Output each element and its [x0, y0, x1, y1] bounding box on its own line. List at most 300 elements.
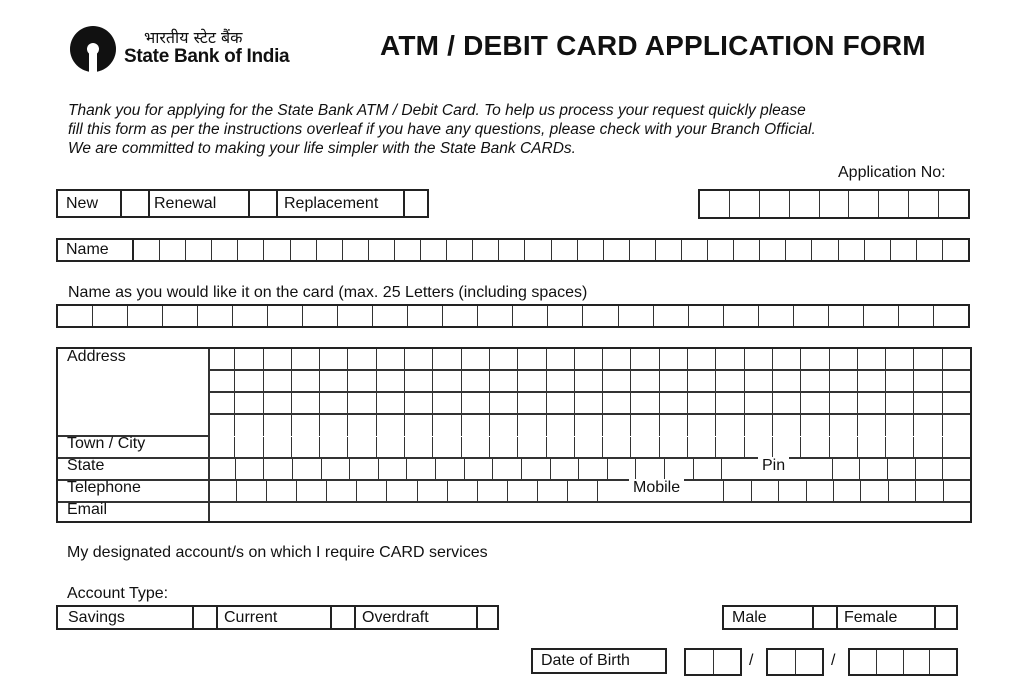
dob-month-field[interactable]: [766, 648, 824, 676]
char-cell[interactable]: [493, 459, 522, 480]
address-line-2[interactable]: [207, 371, 970, 392]
char-cell[interactable]: [320, 415, 348, 436]
town-label: Town / City: [67, 435, 146, 452]
char-cell[interactable]: [745, 415, 773, 436]
char-cell[interactable]: [909, 191, 939, 217]
char-cell[interactable]: [916, 459, 944, 480]
char-cell[interactable]: [716, 349, 744, 370]
char-cell[interactable]: [773, 371, 801, 392]
char-cell[interactable]: [518, 437, 546, 458]
char-cell[interactable]: [478, 306, 513, 326]
char-cell[interactable]: [603, 437, 631, 458]
char-cell[interactable]: [801, 437, 829, 458]
char-cell[interactable]: [714, 650, 741, 674]
char-cell[interactable]: [465, 459, 494, 480]
char-cell[interactable]: [212, 240, 238, 260]
char-cell[interactable]: [689, 306, 724, 326]
char-cell[interactable]: [904, 650, 931, 674]
char-cell[interactable]: [745, 371, 773, 392]
char-cell[interactable]: [58, 306, 93, 326]
char-cell[interactable]: [499, 240, 525, 260]
char-cell[interactable]: [93, 306, 128, 326]
char-cell[interactable]: [433, 415, 461, 436]
replacement-label: Replacement: [284, 195, 379, 212]
char-cell[interactable]: [724, 481, 751, 502]
current-checkbox[interactable]: [330, 607, 356, 628]
dob-day-field[interactable]: [684, 648, 742, 676]
char-cell[interactable]: [879, 191, 909, 217]
char-cell[interactable]: [320, 437, 348, 458]
char-cell[interactable]: [405, 371, 433, 392]
char-cell[interactable]: [508, 481, 538, 502]
char-cell[interactable]: [660, 415, 688, 436]
designated-account-text: My designated account/s on which I require CARD services: [67, 544, 488, 561]
char-cell[interactable]: [292, 371, 320, 392]
char-cell[interactable]: [547, 393, 575, 414]
char-cell[interactable]: [348, 437, 376, 458]
char-cell[interactable]: [408, 306, 443, 326]
char-cell[interactable]: [575, 371, 603, 392]
char-cell[interactable]: [525, 240, 551, 260]
char-cell[interactable]: [238, 240, 264, 260]
char-cell[interactable]: [864, 306, 899, 326]
char-cell[interactable]: [752, 481, 779, 502]
char-cell[interactable]: [462, 393, 490, 414]
char-cell[interactable]: [694, 459, 723, 480]
char-cell[interactable]: [490, 349, 518, 370]
char-cell[interactable]: [207, 415, 235, 436]
dob-separator-1: /: [749, 652, 754, 669]
name-field[interactable]: [132, 238, 970, 262]
char-cell[interactable]: [433, 349, 461, 370]
char-cell[interactable]: [598, 481, 627, 502]
char-cell[interactable]: [660, 371, 688, 392]
char-cell[interactable]: [575, 437, 603, 458]
address-line-3[interactable]: [207, 393, 970, 414]
char-cell[interactable]: [773, 415, 801, 436]
char-cell[interactable]: [448, 481, 478, 502]
mobile-field[interactable]: [697, 481, 970, 502]
char-cell[interactable]: [320, 349, 348, 370]
char-cell[interactable]: [801, 415, 829, 436]
char-cell[interactable]: [943, 459, 970, 480]
char-cell[interactable]: [518, 415, 546, 436]
application-no-label: Application No:: [838, 164, 946, 181]
char-cell[interactable]: [292, 415, 320, 436]
char-cell[interactable]: [830, 349, 858, 370]
char-cell[interactable]: [235, 349, 263, 370]
char-cell[interactable]: [943, 393, 970, 414]
char-cell[interactable]: [421, 240, 447, 260]
char-cell[interactable]: [379, 459, 408, 480]
renewal-checkbox[interactable]: [248, 191, 278, 216]
char-cell[interactable]: [688, 371, 716, 392]
char-cell[interactable]: [665, 459, 694, 480]
char-cell[interactable]: [357, 481, 387, 502]
char-cell[interactable]: [235, 437, 263, 458]
char-cell[interactable]: [688, 393, 716, 414]
pin-field[interactable]: [805, 459, 970, 480]
char-cell[interactable]: [688, 437, 716, 458]
char-cell[interactable]: [722, 459, 750, 480]
char-cell[interactable]: [578, 240, 604, 260]
char-cell[interactable]: [207, 393, 235, 414]
char-cell[interactable]: [603, 415, 631, 436]
char-cell[interactable]: [829, 306, 864, 326]
char-cell[interactable]: [708, 240, 734, 260]
renewal-label: Renewal: [154, 195, 217, 212]
char-cell[interactable]: [631, 393, 659, 414]
char-cell[interactable]: [773, 437, 801, 458]
overdraft-checkbox[interactable]: [476, 607, 499, 628]
char-cell[interactable]: [264, 371, 292, 392]
char-cell[interactable]: [796, 650, 823, 674]
char-cell[interactable]: [865, 240, 891, 260]
char-cell[interactable]: [688, 415, 716, 436]
application-no-field[interactable]: [698, 189, 970, 219]
char-cell[interactable]: [433, 393, 461, 414]
char-cell[interactable]: [716, 393, 744, 414]
char-cell[interactable]: [943, 415, 970, 436]
char-cell[interactable]: [579, 459, 608, 480]
char-cell[interactable]: [899, 306, 934, 326]
char-cell[interactable]: [547, 437, 575, 458]
town-field[interactable]: [207, 437, 970, 458]
char-cell[interactable]: [462, 437, 490, 458]
char-cell[interactable]: [682, 240, 708, 260]
char-cell[interactable]: [575, 349, 603, 370]
char-cell[interactable]: [575, 393, 603, 414]
char-cell[interactable]: [603, 393, 631, 414]
char-cell[interactable]: [518, 371, 546, 392]
char-cell[interactable]: [886, 437, 914, 458]
char-cell[interactable]: [608, 459, 637, 480]
char-cell[interactable]: [490, 437, 518, 458]
char-cell[interactable]: [320, 371, 348, 392]
char-cell[interactable]: [603, 371, 631, 392]
char-cell[interactable]: [292, 393, 320, 414]
char-cell[interactable]: [207, 437, 235, 458]
male-checkbox[interactable]: [812, 607, 838, 628]
char-cell[interactable]: [160, 240, 186, 260]
savings-checkbox[interactable]: [192, 607, 218, 628]
state-field[interactable]: [207, 459, 750, 480]
char-cell[interactable]: [377, 437, 405, 458]
char-cell[interactable]: [322, 459, 351, 480]
char-cell[interactable]: [407, 459, 436, 480]
female-label: Female: [844, 609, 898, 626]
char-cell[interactable]: [697, 481, 724, 502]
char-cell[interactable]: [801, 371, 829, 392]
char-cell[interactable]: [348, 349, 376, 370]
char-cell[interactable]: [293, 459, 322, 480]
char-cell[interactable]: [186, 240, 212, 260]
char-cell[interactable]: [917, 240, 943, 260]
char-cell[interactable]: [518, 393, 546, 414]
char-cell[interactable]: [773, 393, 801, 414]
char-cell[interactable]: [858, 371, 886, 392]
char-cell[interactable]: [914, 371, 942, 392]
char-cell[interactable]: [654, 306, 689, 326]
char-cell[interactable]: [395, 240, 421, 260]
char-cell[interactable]: [759, 306, 794, 326]
char-cell[interactable]: [619, 306, 654, 326]
char-cell[interactable]: [858, 415, 886, 436]
char-cell[interactable]: [268, 306, 303, 326]
char-cell[interactable]: [198, 306, 233, 326]
char-cell[interactable]: [636, 459, 665, 480]
char-cell[interactable]: [478, 481, 508, 502]
char-cell[interactable]: [734, 240, 760, 260]
char-cell[interactable]: [292, 437, 320, 458]
card-name-field[interactable]: [56, 304, 970, 328]
char-cell[interactable]: [538, 481, 568, 502]
char-cell[interactable]: [914, 349, 942, 370]
char-cell[interactable]: [631, 415, 659, 436]
char-cell[interactable]: [264, 393, 292, 414]
char-cell[interactable]: [660, 437, 688, 458]
char-cell[interactable]: [860, 459, 888, 480]
char-cell[interactable]: [436, 459, 465, 480]
char-cell[interactable]: [939, 191, 968, 217]
char-cell[interactable]: [377, 349, 405, 370]
char-cell[interactable]: [552, 240, 578, 260]
char-cell[interactable]: [944, 481, 970, 502]
char-cell[interactable]: [490, 371, 518, 392]
char-cell[interactable]: [236, 459, 265, 480]
char-cell[interactable]: [490, 415, 518, 436]
char-cell[interactable]: [830, 437, 858, 458]
savings-label: Savings: [68, 609, 125, 626]
char-cell[interactable]: [462, 349, 490, 370]
char-cell[interactable]: [462, 415, 490, 436]
char-cell[interactable]: [630, 240, 656, 260]
char-cell[interactable]: [839, 240, 865, 260]
char-cell[interactable]: [686, 650, 714, 674]
char-cell[interactable]: [547, 415, 575, 436]
char-cell[interactable]: [447, 240, 473, 260]
char-cell[interactable]: [700, 191, 730, 217]
char-cell[interactable]: [350, 459, 379, 480]
telephone-field[interactable]: [207, 481, 627, 502]
char-cell[interactable]: [724, 306, 759, 326]
char-cell[interactable]: [583, 306, 618, 326]
char-cell[interactable]: [773, 349, 801, 370]
char-cell[interactable]: [405, 393, 433, 414]
char-cell[interactable]: [886, 371, 914, 392]
address-line-4[interactable]: [207, 415, 970, 436]
char-cell[interactable]: [297, 481, 327, 502]
char-cell[interactable]: [604, 240, 630, 260]
dob-separator-2: /: [831, 652, 836, 669]
char-cell[interactable]: [850, 650, 877, 674]
char-cell[interactable]: [264, 349, 292, 370]
char-cell[interactable]: [264, 240, 290, 260]
dob-year-field[interactable]: [848, 648, 958, 676]
char-cell[interactable]: [943, 349, 970, 370]
char-cell[interactable]: [369, 240, 395, 260]
card-name-label: Name as you would like it on the card (max. 25 Letters (including spaces): [68, 284, 588, 301]
char-cell[interactable]: [343, 240, 369, 260]
char-cell[interactable]: [235, 393, 263, 414]
char-cell[interactable]: [914, 415, 942, 436]
char-cell[interactable]: [433, 437, 461, 458]
char-cell[interactable]: [716, 437, 744, 458]
char-cell[interactable]: [348, 415, 376, 436]
char-cell[interactable]: [786, 240, 812, 260]
char-cell[interactable]: [291, 240, 317, 260]
char-cell[interactable]: [405, 415, 433, 436]
char-cell[interactable]: [730, 191, 760, 217]
char-cell[interactable]: [547, 371, 575, 392]
intro-text: Thank you for applying for the State Bank ATM / Debit Card. To help us process your request quickly please fill this form as per the instructions overleaf if you have any questions, please check with your Branch Official. We are committed to making your life simpler with the State Bank CARDs.: [68, 102, 816, 157]
char-cell[interactable]: [377, 393, 405, 414]
char-cell[interactable]: [820, 191, 850, 217]
char-cell[interactable]: [320, 393, 348, 414]
char-cell[interactable]: [387, 481, 417, 502]
char-cell[interactable]: [518, 349, 546, 370]
char-cell[interactable]: [134, 240, 160, 260]
char-cell[interactable]: [163, 306, 198, 326]
char-cell[interactable]: [745, 393, 773, 414]
char-cell[interactable]: [513, 306, 548, 326]
char-cell[interactable]: [930, 650, 956, 674]
request-type-row: [56, 189, 429, 218]
char-cell[interactable]: [656, 240, 682, 260]
char-cell[interactable]: [660, 393, 688, 414]
char-cell[interactable]: [943, 371, 970, 392]
char-cell[interactable]: [631, 371, 659, 392]
char-cell[interactable]: [631, 349, 659, 370]
char-cell[interactable]: [237, 481, 267, 502]
char-cell[interactable]: [794, 306, 829, 326]
char-cell[interactable]: [760, 191, 790, 217]
new-checkbox[interactable]: [120, 191, 150, 216]
char-cell[interactable]: [745, 349, 773, 370]
brand-english: State Bank of India: [124, 46, 290, 67]
char-cell[interactable]: [888, 459, 916, 480]
char-cell[interactable]: [348, 371, 376, 392]
char-cell[interactable]: [934, 306, 968, 326]
char-cell[interactable]: [886, 393, 914, 414]
char-cell[interactable]: [373, 306, 408, 326]
char-cell[interactable]: [830, 371, 858, 392]
char-cell[interactable]: [264, 437, 292, 458]
male-label: Male: [732, 609, 767, 626]
char-cell[interactable]: [338, 306, 373, 326]
char-cell[interactable]: [433, 371, 461, 392]
address-line-1[interactable]: [207, 349, 970, 370]
char-cell[interactable]: [914, 437, 942, 458]
char-cell[interactable]: [858, 393, 886, 414]
char-cell[interactable]: [405, 437, 433, 458]
char-cell[interactable]: [716, 415, 744, 436]
char-cell[interactable]: [914, 393, 942, 414]
char-cell[interactable]: [688, 349, 716, 370]
char-cell[interactable]: [768, 650, 796, 674]
char-cell[interactable]: [603, 349, 631, 370]
char-cell[interactable]: [473, 240, 499, 260]
char-cell[interactable]: [522, 459, 551, 480]
char-cell[interactable]: [943, 240, 968, 260]
char-cell[interactable]: [418, 481, 448, 502]
female-checkbox[interactable]: [934, 607, 958, 628]
char-cell[interactable]: [547, 349, 575, 370]
char-cell[interactable]: [916, 481, 943, 502]
char-cell[interactable]: [877, 650, 904, 674]
char-cell[interactable]: [858, 437, 886, 458]
char-cell[interactable]: [327, 481, 357, 502]
char-cell[interactable]: [462, 371, 490, 392]
char-cell[interactable]: [889, 481, 916, 502]
char-cell[interactable]: [548, 306, 583, 326]
char-cell[interactable]: [790, 191, 820, 217]
char-cell[interactable]: [377, 415, 405, 436]
char-cell[interactable]: [631, 437, 659, 458]
char-cell[interactable]: [660, 349, 688, 370]
char-cell[interactable]: [745, 437, 773, 458]
char-cell[interactable]: [551, 459, 580, 480]
char-cell[interactable]: [207, 349, 235, 370]
char-cell[interactable]: [207, 459, 236, 480]
char-cell[interactable]: [861, 481, 888, 502]
char-cell[interactable]: [568, 481, 598, 502]
char-cell[interactable]: [886, 415, 914, 436]
char-cell[interactable]: [886, 349, 914, 370]
char-cell[interactable]: [292, 349, 320, 370]
char-cell[interactable]: [801, 349, 829, 370]
char-cell[interactable]: [317, 240, 343, 260]
char-cell[interactable]: [834, 481, 861, 502]
char-cell[interactable]: [779, 481, 806, 502]
char-cell[interactable]: [264, 459, 293, 480]
char-cell[interactable]: [405, 349, 433, 370]
char-cell[interactable]: [849, 191, 879, 217]
char-cell[interactable]: [760, 240, 786, 260]
char-cell[interactable]: [207, 371, 235, 392]
char-cell[interactable]: [490, 393, 518, 414]
char-cell[interactable]: [805, 459, 833, 480]
char-cell[interactable]: [348, 393, 376, 414]
email-field[interactable]: [207, 503, 970, 521]
char-cell[interactable]: [267, 481, 297, 502]
char-cell[interactable]: [801, 393, 829, 414]
char-cell[interactable]: [235, 371, 263, 392]
char-cell[interactable]: [303, 306, 338, 326]
char-cell[interactable]: [264, 415, 292, 436]
char-cell[interactable]: [807, 481, 834, 502]
char-cell[interactable]: [812, 240, 838, 260]
char-cell[interactable]: [830, 393, 858, 414]
pin-label: Pin: [758, 457, 789, 475]
char-cell[interactable]: [833, 459, 861, 480]
char-cell[interactable]: [943, 437, 970, 458]
replacement-checkbox[interactable]: [403, 191, 429, 216]
char-cell[interactable]: [830, 415, 858, 436]
char-cell[interactable]: [207, 481, 237, 502]
char-cell[interactable]: [235, 415, 263, 436]
current-label: Current: [224, 609, 278, 626]
char-cell[interactable]: [377, 371, 405, 392]
char-cell[interactable]: [575, 415, 603, 436]
char-cell[interactable]: [858, 349, 886, 370]
account-type-label: Account Type:: [67, 585, 169, 602]
char-cell[interactable]: [716, 371, 744, 392]
char-cell[interactable]: [891, 240, 917, 260]
char-cell[interactable]: [233, 306, 268, 326]
char-cell[interactable]: [443, 306, 478, 326]
char-cell[interactable]: [128, 306, 163, 326]
